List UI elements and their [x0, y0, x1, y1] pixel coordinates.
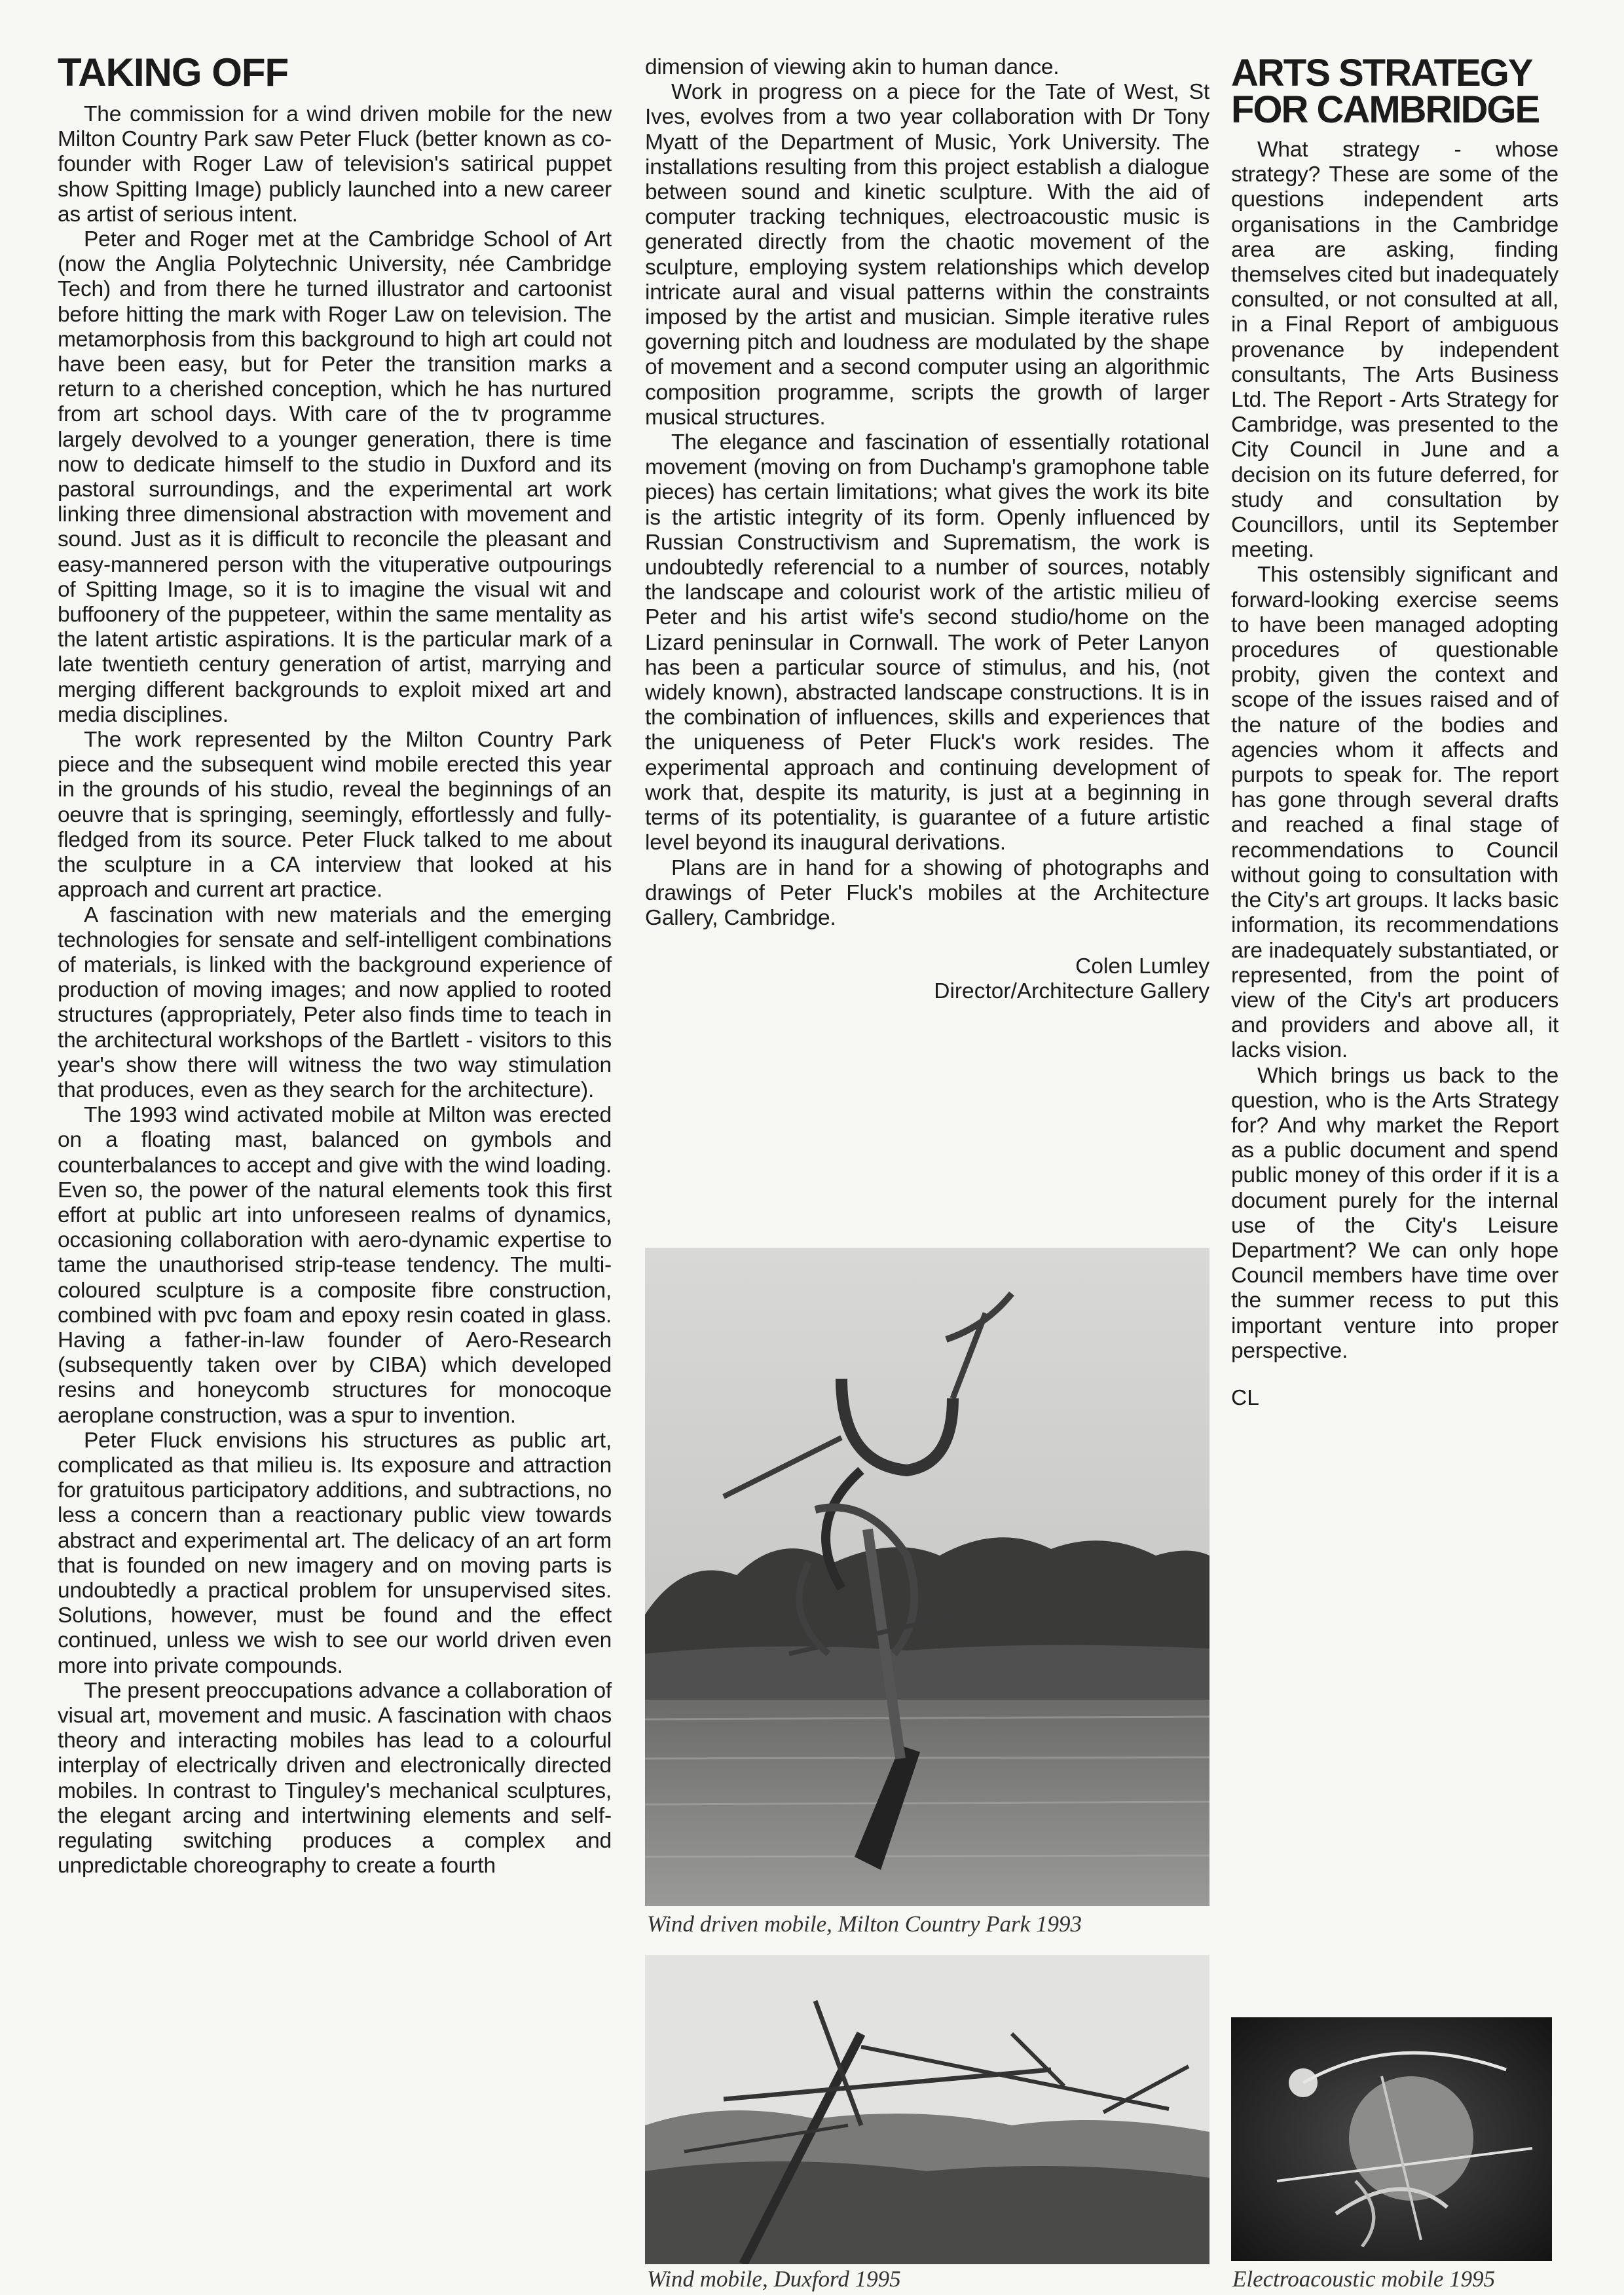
author-initials: CL: [1231, 1385, 1259, 1410]
paragraph: dimension of viewing akin to human dance.: [645, 55, 1060, 79]
photo-electroacoustic-mobile: [1231, 2017, 1552, 2261]
photo-duxford-image: [645, 1955, 1209, 2264]
paragraph: Work in progress on a piece for the Tate of West, St Ives, evolves from a two year collaboration with Dr Tony Myatt of the Department of Music, York University. The installations resulting from this project establish a dialogue between sound and kinetic sculpture. With the aid of computer tracking techniques, electroacoustic music is generated directly from the chaotic movement of the sculpture, employing system relationships which develop intricate aural and visual patterns within the constraints imposed by the artist and musician. Simple iterative rules governing pitch and loudness are modulated by the shape of movement and a second computer using an algorithmic composition programme, scripts the growth of larger musical structures.: [645, 80, 1209, 430]
caption-milton: Wind driven mobile, Milton Country Park 1993: [647, 1911, 1082, 1937]
caption-duxford: Wind mobile, Duxford 1995: [647, 2266, 901, 2292]
paragraph: This ostensibly significant and forward-looking exercise seems to have been managed adopting procedures of questionable probity, given the context and scope of the issues raised and of the nature of the bodies and agencies whom it affects and purpots to speak for. The report has gone through several drafts and reached a final stage of recommendations to Council without going to consultation with the City's art groups. It lacks basic information, its recommendations are inadequately substantiated, or represented, from the point of view of the City's art producers and providers and above all, it lacks vision.: [1231, 563, 1559, 1063]
photo-milton-image: [645, 1248, 1209, 1906]
signature-name: Colen Lumley: [1075, 954, 1209, 979]
headline-line-2: FOR CAMBRIDGE: [1231, 88, 1540, 131]
signature-title: Director/Architecture Gallery: [934, 979, 1209, 1004]
paragraph: Which brings us back to the question, who is the Arts Strategy for? And why market the Report as a public document and spend public money of this order if it is a document purely for the internal use of the City's Leisure Department? We can only hope Council members have time over the summer recess to put this important venture into proper perspective.: [1231, 1063, 1559, 1363]
paragraph: What strategy - whose strategy? These are some of the questions independent arts organisations in the Cambridge area are asking, finding themselves cited but inadequately consulted, or not consulted at all, in a Final Report of ambiguous provenance by independent consultants, The Arts Business Ltd. The Report - Arts Strategy for Cambridge, was presented to the City Council in June and a decision on its future deferred, for study and consultation by Councillors, until its September meeting.: [1231, 138, 1559, 563]
signature: [645, 954, 1209, 1004]
paragraph: The present preoccupations advance a collaboration of visual art, movement and music. A fascination with chaos theory and interacting mobiles has lead to a colourful interplay of electrically driven and electronically directed mobiles. In contrast to Tinguley's mechanical sculptures, the elegant arcing and intertwining elements and self-regulating switching produces a complex and unpredictable choreography to create a fourth: [58, 1678, 612, 1878]
article-taking-off: [58, 52, 612, 1878]
caption-electroacoustic: Electroacoustic mobile 1995: [1232, 2266, 1496, 2292]
paragraph: Plans are in hand for a showing of photographs and drawings of Peter Fluck's mobiles at the Architecture Gallery, Cambridge.: [645, 855, 1209, 930]
article-taking-off-continued: [645, 55, 1209, 1004]
headline-taking-off: TAKING OFF: [58, 50, 289, 94]
paragraph: Peter and Roger met at the Cambridge School of Art (now the Anglia Polytechnic University, née Cambridge Tech) and from there he turned illustrator and cartoonist before hitting the mark with Roger Law on television. The metamorphosis from this background to high art could not have been easy, but for Peter the transition marks a return to a cherished conception, which he has nurtured from art school days. With care of the tv programme largely devolved to a younger generation, there is time now to dedicate himself to the studio in Duxford and its pastoral surroundings, and the experimental art work linking three dimensional abstraction with movement and sound. Just as it is difficult to reconcile the pleasant and easy-mannered person with the vituperative outpourings of Spitting Image, so it is to imagine the visual wit and buffoonery of the puppeteer, within the same mentality as the latent artistic aspirations. It is the particular mark of a late twentieth century generation of artist, marrying and merging different backgrounds to exploit mixed art and media disciplines.: [58, 227, 612, 727]
photo-milton-mobile: [645, 1248, 1209, 1906]
paragraph: The commission for a wind driven mobile for the new Milton Country Park saw Peter Fluck (better known as co-founder with Roger Law of television's satirical puppet show Spitting Image) publicly launched into a new career as artist of serious intent.: [58, 102, 612, 227]
headline-line-1: ARTS STRATEGY: [1231, 52, 1532, 94]
headline-arts-strategy: [1231, 52, 1559, 131]
paragraph: The 1993 wind activated mobile at Milton was erected on a floating mast, balanced on gymbols and counterbalances to accept and give with the wind loading. Even so, the power of the natural elements took this first effort at public art into unforeseen realms of dynamics, occasioning collaboration with aero-dynamic expertise to tame the unauthorised strip-tease tendency. The multi-coloured sculpture is a composite fibre construction, combined with pvc foam and epoxy resin coated in glass. Having a father-in-law founder of Aero-Research (subsequently taken over by CIBA) which developed resins and honeycomb structures for monocoque aeroplane construction, was a spur to invention.: [58, 1103, 612, 1428]
photo-electroacoustic-image: [1231, 2017, 1552, 2261]
paragraph: The work represented by the Milton Country Park piece and the subsequent wind mobile erected this year in the grounds of his studio, reveal the beginnings of an oeuvre that is springing, seemingly, effortlessly and fully-fledged from its source. Peter Fluck talked to me about the sculpture in a CA interview that looked at his approach and current art practice.: [58, 728, 612, 903]
paragraph: A fascination with new materials and the emerging technologies for sensate and self-intelligent combinations of materials, is linked with the background experience of production of moving images; and now applied to rooted structures (appropriately, Peter also finds time to teach in the architectural workshops of the Bartlett - visitors to this year's show there will witness the two way stimulation that produces, even as they search for the architecture).: [58, 903, 612, 1102]
paragraph: Peter Fluck envisions his structures as public art, complicated as that milieu is. Its exposure and attraction for gratuitous participatory additions, and subtractions, no less a concern than a reactionary public view towards abstract and experimental art. The delicacy of an art form that is founded on new imagery and on moving parts is undoubtedly a practical problem for unsupervised sites. Solutions, however, must be found and the effect continued, unless we wish to see our world driven even more into private compounds.: [58, 1428, 612, 1678]
paragraph: The elegance and fascination of essentially rotational movement (moving on from Duchamp's gramophone table pieces) has certain limitations; what gives the work its bite is the artistic integrity of its form. Openly influenced by Russian Constructivism and Suprematism, the work is undoubtedly referencial to a number of sources, notably the landscape and colourist work of the artistic milieu of Peter and his artist wife's second studio/home on the Lizard peninsular in Cornwall. The work of Peter Lanyon has been a particular source of stimulus, and his, (not widely known), abstracted landscape constructions. It is in the combination of influences, skills and experiences that the uniqueness of Peter Fluck's work resides. The experimental approach and continuing development of work that, despite its maturity, is just at a beginning in terms of its potentiality, is guarantee of a future artistic level beyond its inaugural derivations.: [645, 430, 1209, 855]
article-arts-strategy: [1231, 52, 1559, 1411]
photo-duxford-mobile: [645, 1955, 1209, 2264]
